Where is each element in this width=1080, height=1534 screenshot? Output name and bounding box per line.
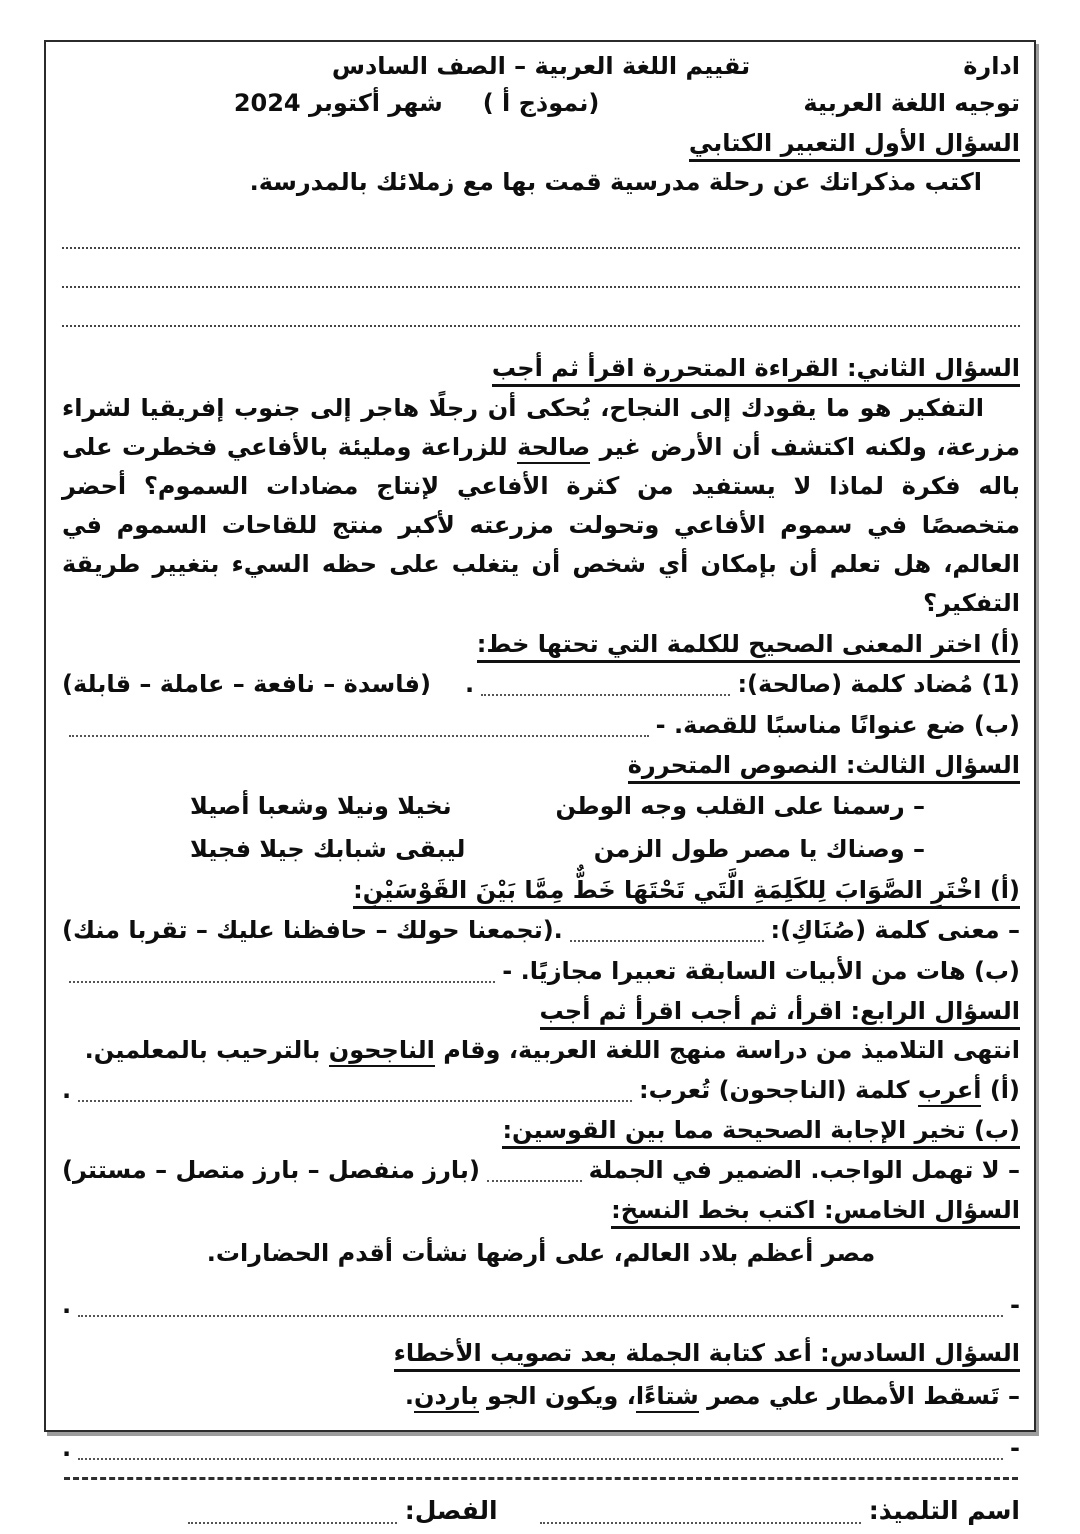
q6-sentence: [62, 1377, 1020, 1416]
q2-part-a-heading: (أ) اختر المعنى الصحيح للكلمة التي تحتها خط:: [62, 625, 1020, 664]
q4-underlined-word-arib: أعرب: [918, 1076, 982, 1107]
q2-part-b-label: (ب) ضع عنوانًا مناسبًا للقصة. -: [655, 711, 1020, 739]
period-mark: .: [62, 1076, 72, 1104]
q3-item1-row: [62, 910, 1020, 951]
admin-label: ادارة: [963, 52, 1020, 80]
q2-passage-part1: التفكير هو ما يقودك إلى النجاح، يُحكى أن رجلًا هاجر إلى جنوب إفريقيا لشراء مزرعة، ولكنه اكتشف أن الأرض غير: [62, 394, 1021, 461]
q6-sentence-part2: ، ويكون الجو: [478, 1382, 636, 1410]
class-blank: [188, 1522, 397, 1524]
month-label: شهر أكتوبر 2024: [233, 89, 443, 117]
answer-blank: [78, 1315, 1003, 1317]
q4-item-row: [62, 1150, 1020, 1191]
verse1-right-hemistich: – رسمنا على القلب وجه الوطن: [555, 792, 925, 820]
q6-heading: السؤال السادس: أعد كتابة الجملة بعد تصويب الأخطاء: [62, 1334, 1020, 1373]
q3-verse-2: [62, 828, 1020, 871]
answer-blank: [481, 694, 730, 696]
period-mark: .: [62, 1291, 72, 1319]
answer-blank: [78, 1100, 632, 1102]
answer-blank-line: [62, 249, 1020, 288]
dashed-separator: [64, 1477, 1018, 1480]
answer-blank-line: [62, 210, 1020, 249]
q4-sentence: [62, 1031, 1020, 1070]
answer-blank: [69, 735, 649, 737]
student-name-blank: [540, 1522, 861, 1524]
q3-item1-choices: .(تجمعنا حولك – حافظنا عليك – تقربا منك): [62, 916, 563, 944]
q2-underlined-word: صالحة: [517, 433, 590, 464]
q2-passage: [62, 389, 1020, 623]
q1-heading: السؤال الأول التعبير الكتابي: [62, 124, 1020, 163]
q5-sentence: مصر أعظم بلاد العالم، على أرضها نشأت أقدم الحضارات.: [206, 1239, 876, 1267]
q6-answer-row: [62, 1428, 1020, 1469]
q6-underlined-word-1: شتاءًا: [636, 1382, 699, 1413]
q3-item1-label: – معنى كلمة (صُنَاكِ):: [770, 916, 1020, 944]
answer-blank-line: [62, 288, 1020, 327]
model-label: (نموذج أ ): [482, 89, 600, 117]
answer-blank: [487, 1180, 582, 1182]
q4-part-a-label: (أ) أعرب كلمة (الناجحون) تُعرب:: [639, 1070, 1020, 1111]
dash-mark: -: [1010, 1434, 1020, 1462]
q2-item1-row: [62, 664, 1020, 705]
q3-part-b-row: [62, 951, 1020, 992]
exam-paper: [44, 40, 1036, 1525]
q4-item-label: – لا تهمل الواجب. الضمير في الجملة: [588, 1156, 1020, 1184]
q3-verse-1: [62, 785, 1020, 828]
q5-answer-row: [62, 1285, 1020, 1326]
q3-heading: السؤال الثالث: النصوص المتحررة: [62, 746, 1020, 785]
q4-part-a-row: [62, 1070, 1020, 1111]
header-row-2: [62, 85, 1020, 122]
q4-item-choices: (بارز منفصل – بارز متصل – مستتر): [62, 1156, 480, 1184]
verse2-left-hemistich: ليبقى شبابك جيلا فجيلا: [190, 835, 466, 863]
period-mark: .: [62, 1434, 72, 1462]
footer-row: [62, 1488, 1020, 1534]
q6-sentence-period: .: [404, 1382, 414, 1410]
q4-sentence-part2: بالترحيب بالمعلمين.: [84, 1036, 329, 1064]
q4-heading: السؤال الرابع: اقرأ، ثم أجب اقرأ ثم أجب: [62, 992, 1020, 1031]
q2-part-b-row: [62, 705, 1020, 746]
q1-prompt: اكتب مذكراتك عن رحلة مدرسية قمت بها مع زملائك بالمدرسة.: [249, 168, 982, 196]
q4-part-b-heading: (ب) تخير الإجابة الصحيحة مما بين القوسين:: [62, 1111, 1020, 1150]
verse1-left-hemistich: نخيلا ونيلا وشعبا أصيلا: [190, 792, 452, 820]
q5-heading: السؤال الخامس: اكتب بخط النسخ:: [62, 1191, 1020, 1230]
period-mark: .: [464, 670, 475, 698]
q6-sentence-part1: – تَسقط الأمطار علي مصر: [698, 1382, 1020, 1410]
answer-blank: [570, 940, 764, 942]
answer-blank: [78, 1458, 1003, 1460]
q2-heading: السؤال الثاني: القراءة المتحررة اقرأ ثم أجب: [62, 349, 1020, 388]
exam-title: تقييم اللغة العربية – الصف السادس: [331, 52, 751, 80]
verse2-right-hemistich: – وصناك يا مصر طول الزمن: [593, 835, 925, 863]
q2-item1-label: (1) مُضاد كلمة (صالحة):: [737, 670, 1020, 698]
q4-sentence-part1: انتهى التلاميذ من دراسة منهج اللغة العربية، وقام: [434, 1036, 1020, 1064]
student-name-label: اسم التلميذ:: [868, 1496, 1020, 1525]
q3-part-b-label: (ب) هات من الأبيات السابقة تعبيرا مجازيًا. -: [502, 957, 1020, 985]
answer-blank: [69, 981, 495, 983]
dash-mark: -: [1010, 1291, 1020, 1319]
header-row-1: [62, 48, 1020, 85]
q3-part-a-heading: (أ) اخْتَرِ الصَّوَابَ لِلكَلِمَةِ الَّتَي تَحْتَهَا خَطٌّ مِمَّا بَيْنَ القَوْسَيْنِ:: [62, 871, 1020, 910]
q6-underlined-word-2: باردن: [414, 1382, 479, 1413]
class-label: الفصل:: [404, 1496, 498, 1525]
q2-item1-choices: (فاسدة – نافعة – عاملة – قابلة): [62, 670, 431, 698]
directorate-label: توجيه اللغة العربية: [803, 89, 1020, 117]
q2-passage-part2: للزراعة ومليئة بالأفاعي فخطرت على باله فكرة لماذا لا يستفيد من كثرة الأفاعي لإنتاج مضادات السموم؟ أحضر متخصصًا في سموم الأفاعي وتحولت مزرعته لأكبر منتج للقاحات السموم في العالم، هل تعلم أن بإمكان أي شخص أن يتغلب على حظه السيء بتغيير طريقة التفكير؟: [62, 433, 1020, 617]
q4-underlined-word: الناجحون: [329, 1036, 435, 1067]
